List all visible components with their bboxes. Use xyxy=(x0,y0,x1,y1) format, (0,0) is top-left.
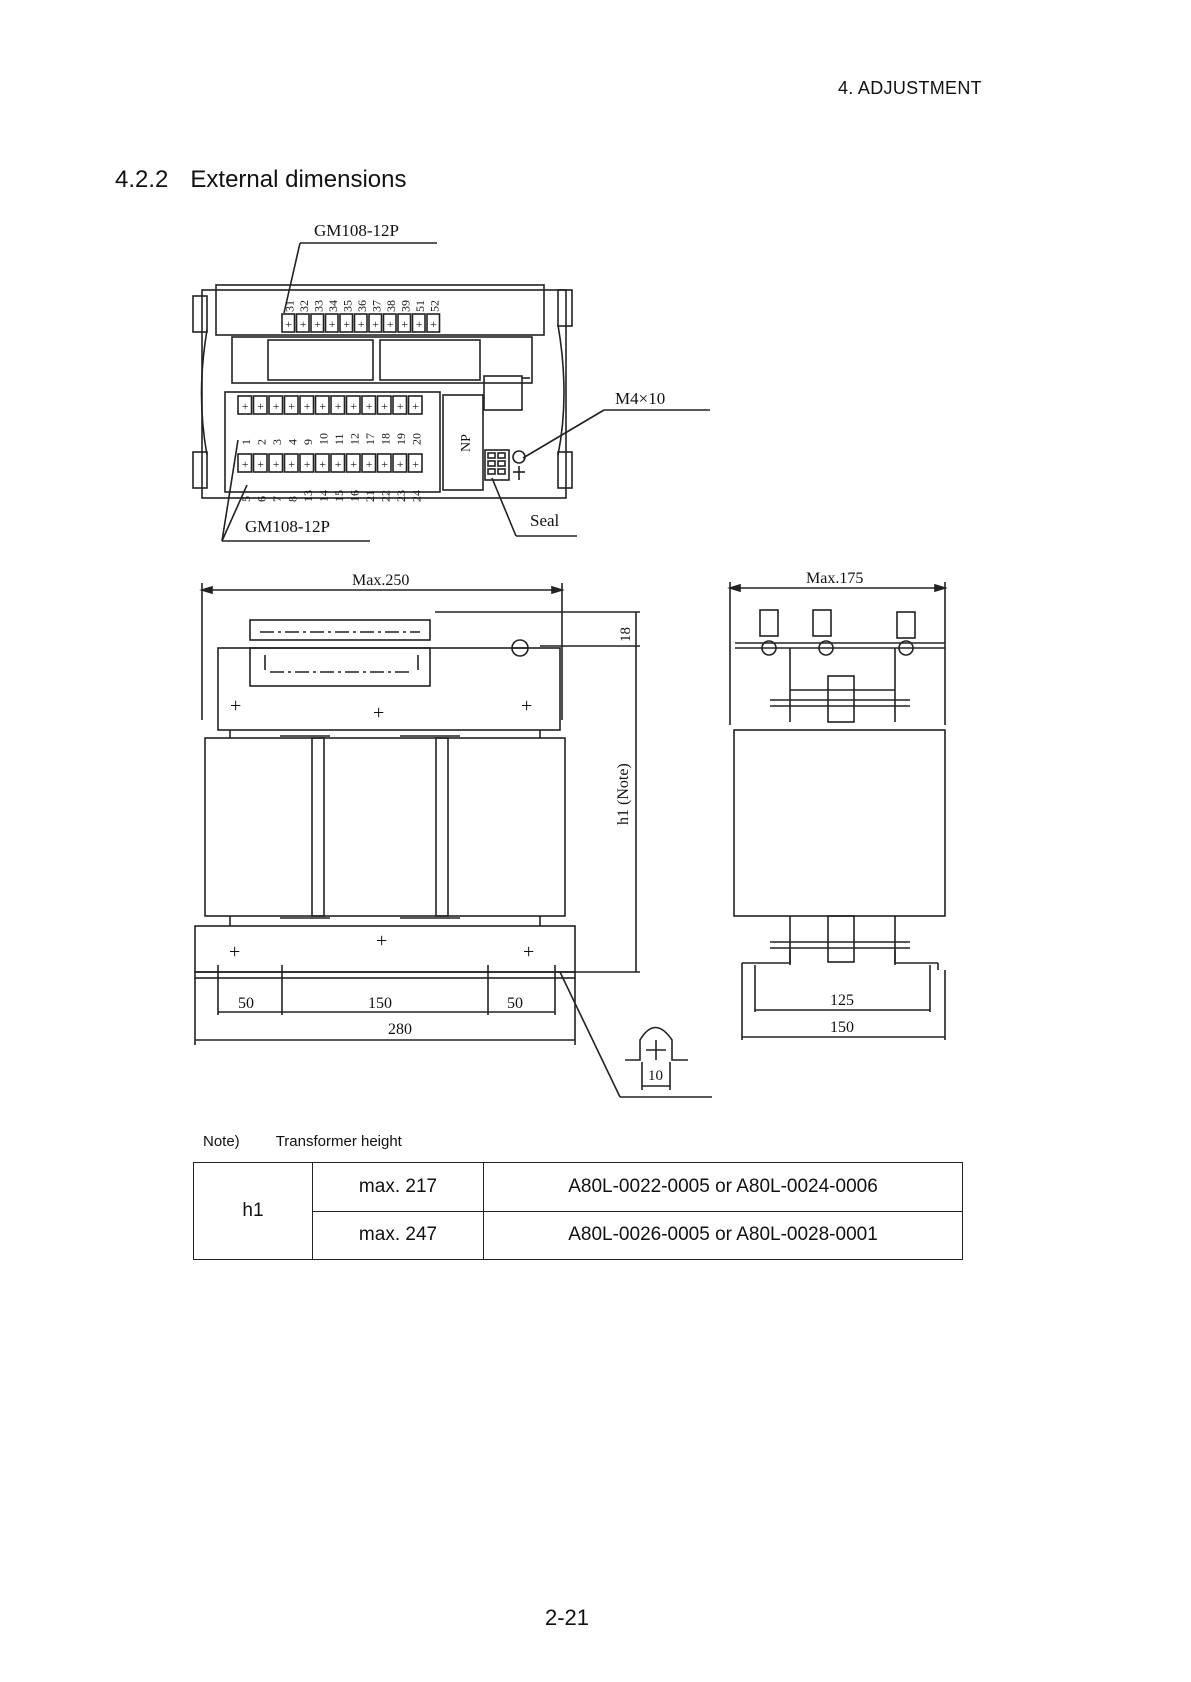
terminal-plus-icon: + xyxy=(257,399,265,413)
note-prefix: Note) xyxy=(203,1133,240,1150)
terminal-number: 37 xyxy=(369,300,384,312)
table-models-cell: A80L-0026-0005 or A80L-0028-0001 xyxy=(484,1211,963,1260)
terminal-number: 10 xyxy=(316,433,331,445)
terminal-number: 23 xyxy=(393,490,408,502)
np-plate-label: NP xyxy=(459,434,474,452)
terminal-number: 7 xyxy=(269,496,284,502)
front-view xyxy=(195,572,712,1097)
table-height-cell: max. 217 xyxy=(313,1163,484,1212)
terminal-number: 39 xyxy=(398,300,413,312)
terminal-number: 38 xyxy=(383,300,398,312)
terminal-plus-icon: + xyxy=(272,399,280,413)
terminal-number: 15 xyxy=(331,490,346,502)
terminal-plus-icon: + xyxy=(285,317,293,331)
terminal-number: 31 xyxy=(282,300,297,312)
terminal-plus-icon: + xyxy=(319,399,327,413)
top-view xyxy=(193,221,710,541)
terminal-number: 3 xyxy=(269,439,284,445)
terminal-number: 9 xyxy=(300,439,315,445)
terminal-plus-icon: + xyxy=(396,399,404,413)
terminal-plus-icon: + xyxy=(365,457,373,471)
slot-dim-label: 10 xyxy=(648,1068,663,1084)
terminal-plus-icon: + xyxy=(328,317,336,331)
terminal-number: 1 xyxy=(238,439,253,445)
terminal-number: 36 xyxy=(354,300,369,312)
terminal-number: 33 xyxy=(311,300,326,312)
terminal-number: 20 xyxy=(409,433,424,445)
terminal-plus-icon: + xyxy=(272,457,280,471)
terminal-number: 22 xyxy=(378,490,393,502)
terminal-plus-icon: + xyxy=(372,317,380,331)
terminal-number: 4 xyxy=(285,439,300,445)
svg-text:+: + xyxy=(230,695,242,717)
dim-50-right: 50 xyxy=(507,995,523,1012)
page-number: 2-21 xyxy=(545,1605,590,1630)
terminal-number: 34 xyxy=(325,300,340,312)
terminal-number: 19 xyxy=(393,433,408,445)
terminal-number: 5 xyxy=(238,496,253,502)
terminal-number: 6 xyxy=(254,496,269,502)
terminal-number: 13 xyxy=(300,490,315,502)
terminal-plus-icon: + xyxy=(288,457,296,471)
terminal-plus-icon: + xyxy=(303,457,311,471)
terminal-number: 2 xyxy=(254,439,269,445)
terminal-plus-icon: + xyxy=(343,317,351,331)
offset-dim-label: 18 xyxy=(618,627,634,642)
terminal-plus-icon: + xyxy=(334,457,342,471)
terminal-plus-icon: + xyxy=(381,457,389,471)
table-row xyxy=(194,1163,963,1212)
terminal-plus-icon: + xyxy=(350,457,358,471)
terminal-plus-icon: + xyxy=(412,399,420,413)
screw-label: M4×10 xyxy=(615,389,666,408)
connector-label-top: GM108-12P xyxy=(314,221,400,240)
terminal-plus-icon: + xyxy=(303,399,311,413)
svg-text:+: + xyxy=(376,930,388,952)
note xyxy=(203,1133,402,1150)
height-table xyxy=(193,1162,963,1260)
terminal-plus-icon: + xyxy=(314,317,322,331)
side-view xyxy=(730,570,945,1040)
svg-text:+: + xyxy=(523,941,535,963)
terminal-plus-icon: + xyxy=(430,317,438,331)
terminal-plus-icon: + xyxy=(386,317,394,331)
terminal-plus-icon: + xyxy=(412,457,420,471)
terminal-plus-icon: + xyxy=(288,399,296,413)
section-number: 4.2.2 xyxy=(115,166,169,193)
max-depth-label: Max.175 xyxy=(806,570,864,587)
dim-150-side: 150 xyxy=(830,1019,854,1036)
seal-label: Seal xyxy=(530,511,560,530)
terminal-number: 51 xyxy=(412,300,427,312)
terminal-number: 32 xyxy=(296,300,311,312)
terminal-number: 24 xyxy=(409,490,424,502)
terminal-number: 16 xyxy=(347,490,362,502)
terminal-number: 11 xyxy=(331,433,346,445)
terminal-number: 52 xyxy=(427,300,442,312)
terminal-plus-icon: + xyxy=(415,317,423,331)
table-models-cell: A80L-0022-0005 or A80L-0024-0006 xyxy=(484,1163,963,1212)
terminal-plus-icon: + xyxy=(241,457,249,471)
terminal-number: 21 xyxy=(362,490,377,502)
terminal-plus-icon: + xyxy=(334,399,342,413)
terminal-plus-icon: + xyxy=(241,399,249,413)
dim-150-front: 150 xyxy=(368,995,392,1012)
terminal-plus-icon: + xyxy=(257,457,265,471)
note-text: Transformer height xyxy=(275,1133,402,1150)
dim-50-left: 50 xyxy=(238,995,254,1012)
terminal-number: 14 xyxy=(316,490,331,502)
terminal-number: 8 xyxy=(285,496,300,502)
terminal-plus-icon: + xyxy=(357,317,365,331)
dim-280: 280 xyxy=(388,1021,412,1038)
terminal-number: 17 xyxy=(362,433,377,445)
dim-125: 125 xyxy=(830,992,854,1009)
svg-text:+: + xyxy=(373,702,385,724)
terminal-number: 18 xyxy=(378,433,393,445)
terminal-plus-icon: + xyxy=(381,399,389,413)
terminal-plus-icon: + xyxy=(365,399,373,413)
terminal-plus-icon: + xyxy=(401,317,409,331)
table-param-cell: h1 xyxy=(194,1163,313,1260)
terminal-number: 35 xyxy=(340,300,355,312)
terminal-plus-icon: + xyxy=(350,399,358,413)
terminal-number: 12 xyxy=(347,433,362,445)
svg-text:+: + xyxy=(521,695,533,717)
connector-label-bottom: GM108-12P xyxy=(245,517,331,536)
svg-text:+: + xyxy=(229,941,241,963)
terminal-plus-icon: + xyxy=(299,317,307,331)
section-title: External dimensions xyxy=(190,166,407,193)
chapter-header: 4. ADJUSTMENT xyxy=(838,78,982,98)
height-dim-label: h1 (Note) xyxy=(615,763,632,825)
terminal-plus-icon: + xyxy=(396,457,404,471)
terminal-plus-icon: + xyxy=(319,457,327,471)
max-width-label: Max.250 xyxy=(352,572,410,589)
table-height-cell: max. 247 xyxy=(313,1211,484,1260)
